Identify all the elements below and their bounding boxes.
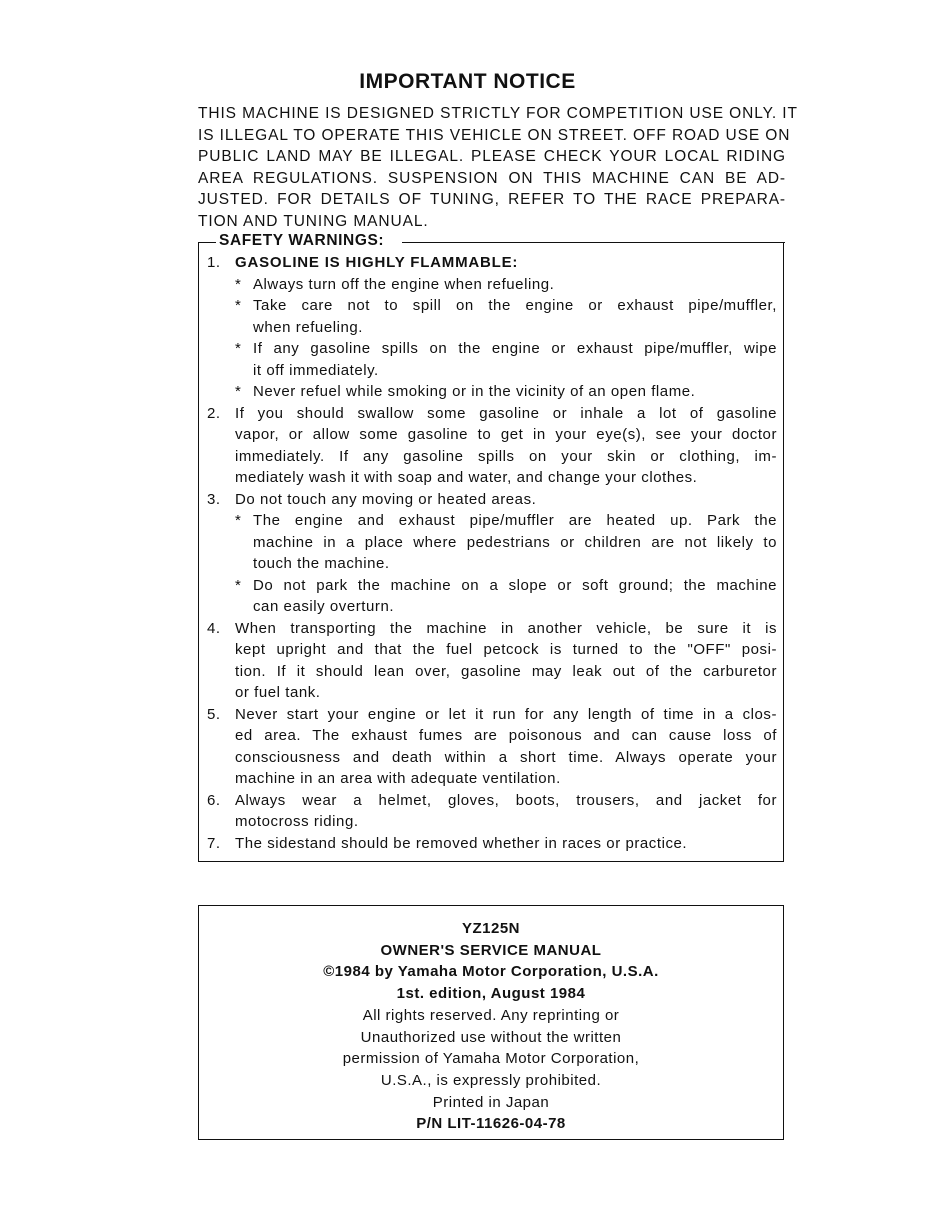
item-line: ed area. The exhaust fumes are poisonous and can cause loss of: [235, 727, 777, 744]
bullet-item: [205, 274, 777, 296]
bullet-star: *: [235, 576, 242, 594]
item-number: 2.: [207, 404, 221, 422]
bullet-line: touch the machine.: [253, 555, 390, 572]
box-top-rule-left: [198, 242, 216, 243]
item-line: mediately wash it with soap and water, and change your clothes.: [235, 469, 698, 486]
item-line: kept upright and that the fuel petcock is turned to the "OFF" posi-: [235, 641, 777, 658]
intro-line: AREA REGULATIONS. SUSPENSION ON THIS MACHINE CAN BE AD-: [198, 169, 786, 187]
bullet-line: Take care not to spill on the engine or exhaust pipe/muffler,: [253, 297, 777, 314]
bullet-star: *: [235, 383, 242, 400]
bullet-star: *: [235, 297, 242, 314]
bullet-line: If any gasoline spills on the engine or exhaust pipe/muffler, wipe: [253, 340, 777, 357]
item-number: 6.: [207, 791, 221, 809]
safety-warnings-list: [205, 252, 777, 854]
rights-line: All rights reserved. Any reprinting or: [362, 1006, 620, 1024]
bullet-item: [205, 295, 777, 338]
printed-line: Printed in Japan: [432, 1093, 550, 1111]
bullet-line: can easily overturn.: [253, 598, 395, 615]
item-line: motocross riding.: [235, 813, 359, 830]
intro-line: JUSTED. FOR DETAILS OF TUNING, REFER TO THE RACE PREPARA-: [198, 191, 786, 208]
bullet-line: Always turn off the engine when refueling.: [253, 275, 555, 293]
item-line: vapor, or allow some gasoline to get in your eye(s), see your doctor: [235, 426, 777, 443]
item-line: or fuel tank.: [235, 684, 321, 701]
model-name: YZ125N: [461, 920, 521, 937]
item-number: 5.: [207, 705, 221, 723]
copyright-block: [198, 918, 784, 1135]
box-top-rule-right: [402, 242, 785, 243]
warning-item-3: [205, 489, 777, 511]
item-line: consciousness and death within a short time. Always operate your: [235, 748, 777, 766]
warning-item-1: [205, 252, 777, 274]
warning-item-7: [205, 833, 777, 855]
item-number: 1.: [207, 254, 221, 271]
bullet-line: it off immediately.: [253, 361, 379, 379]
bullet-line: The engine and exhaust pipe/muffler are heated up. Park the: [253, 512, 777, 529]
copyright-line: ©1984 by Yamaha Motor Corporation, U.S.A.: [323, 963, 659, 981]
bullet-line: when refueling.: [253, 318, 363, 336]
bullet-line: Do not park the machine on a slope or soft ground; the machine: [253, 576, 777, 594]
item-line: Never start your engine or let it run for any length of time in a clos-: [235, 705, 777, 723]
warning-heading: GASOLINE IS HIGHLY FLAMMABLE:: [235, 254, 519, 271]
item-line: When transporting the machine in another vehicle, be sure it is: [235, 619, 777, 637]
item-number: 4.: [207, 619, 221, 637]
bullet-line: Never refuel while smoking or in the vicinity of an open flame.: [253, 383, 696, 400]
part-number: P/N LIT-11626-04-78: [416, 1115, 566, 1133]
intro-line: IS ILLEGAL TO OPERATE THIS VEHICLE ON STREET. OFF ROAD USE ON: [198, 126, 791, 144]
bullet-line: machine in a place where pedestrians or children are not likely to: [253, 533, 777, 551]
edition-line: 1st. edition, August 1984: [396, 985, 586, 1003]
bullet-item: [205, 338, 777, 381]
item-line: immediately. If any gasoline spills on your skin or clothing, im-: [235, 447, 777, 465]
item-number: 3.: [207, 490, 221, 508]
warning-item-5: [205, 704, 777, 790]
bullet-item: [205, 575, 777, 618]
intro-paragraph: [198, 103, 798, 232]
manual-title: OWNER'S SERVICE MANUAL: [380, 941, 602, 959]
bullet-star: *: [235, 340, 242, 357]
item-line: tion. If it should lean over, gasoline may leak out of the carburetor: [235, 662, 777, 680]
intro-line: TION AND TUNING MANUAL.: [198, 212, 429, 230]
item-line: The sidestand should be removed whether in races or practice.: [235, 834, 688, 852]
intro-line: THIS MACHINE IS DESIGNED STRICTLY FOR COMPETITION USE ONLY. IT: [198, 105, 798, 122]
rights-line: U.S.A., is expressly prohibited.: [380, 1071, 602, 1089]
item-line: machine in an area with adequate ventilation.: [235, 770, 561, 787]
warning-item-6: [205, 790, 777, 833]
rights-line: permission of Yamaha Motor Corporation,: [342, 1050, 640, 1068]
page-title: IMPORTANT NOTICE: [359, 70, 576, 93]
rights-line: Unauthorized use without the written: [360, 1028, 622, 1046]
warning-item-2: [205, 403, 777, 489]
item-number: 7.: [207, 834, 221, 852]
intro-line: PUBLIC LAND MAY BE ILLEGAL. PLEASE CHECK YOUR LOCAL RIDING: [198, 148, 786, 165]
item-line: Always wear a helmet, gloves, boots, trousers, and jacket for: [235, 791, 777, 809]
safety-warnings-legend: SAFETY WARNINGS:: [219, 232, 388, 250]
bullet-item: [205, 510, 777, 575]
bullet-item: [205, 381, 777, 403]
bullet-star: *: [235, 512, 242, 529]
bullet-star: *: [235, 275, 242, 293]
item-line: Do not touch any moving or heated areas.: [235, 490, 537, 508]
warning-item-4: [205, 618, 777, 704]
item-line: If you should swallow some gasoline or inhale a lot of gasoline: [235, 404, 777, 422]
